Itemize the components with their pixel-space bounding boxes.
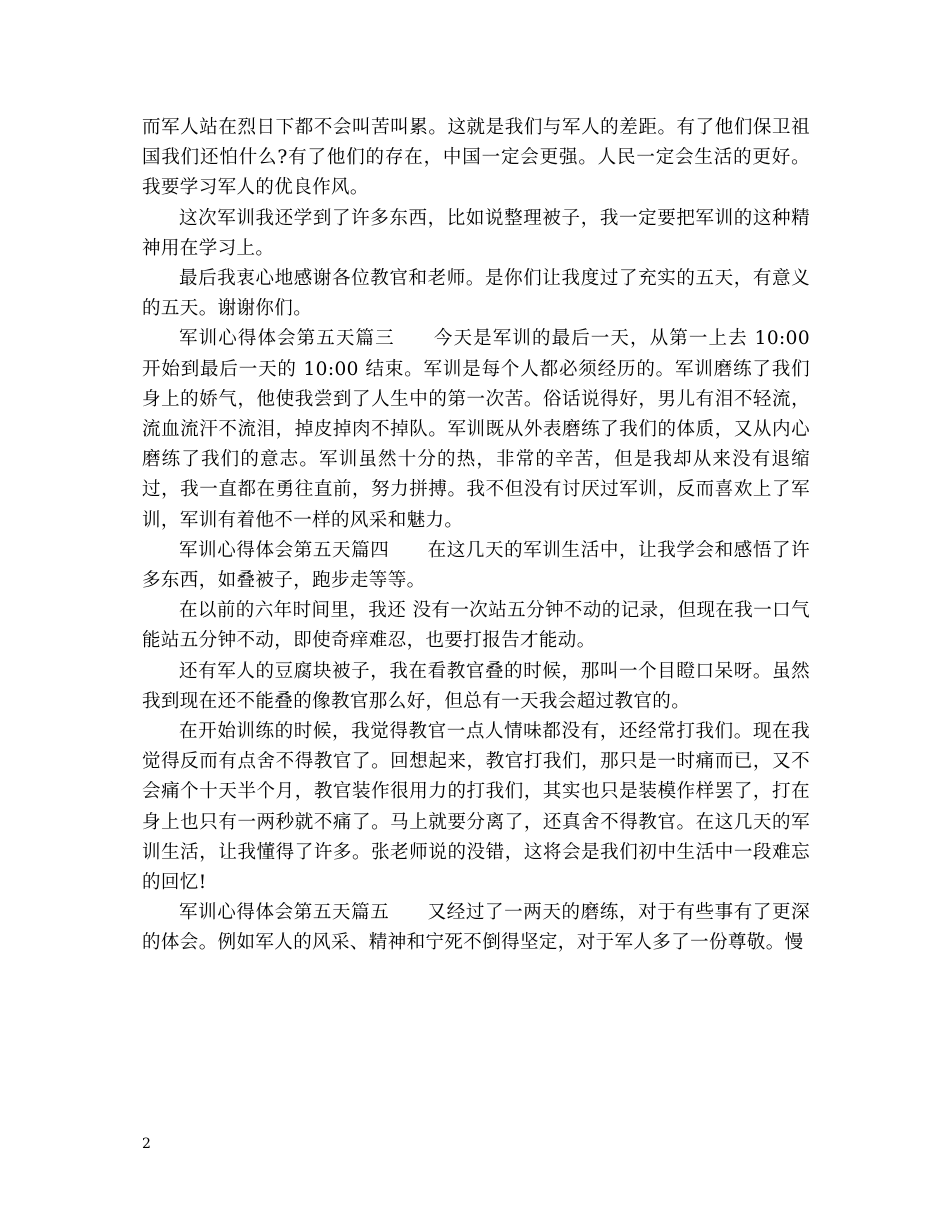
paragraph: 这次军训我还学到了许多东西，比如说整理被子，我一定要把军训的这种精神用在学习上。 [142,207,810,259]
document-body [142,113,810,959]
paragraph: 军训心得体会第五天篇五 又经过了一两天的磨练，对于有些事有了更深的体会。例如军人的风采、精神和宁死不倒得坚定，对于军人多了一份尊敬。慢 [142,902,810,954]
paragraph: 最后我衷心地感谢各位教官和老师。是你们让我度过了充实的五天，有意义的五天。谢谢你们。 [142,268,810,320]
paragraph: 军训心得体会第五天篇四 在这几天的军训生活中，让我学会和感悟了许多东西，如叠被子，跑步走等等。 [142,539,810,592]
paragraph: 在开始训练的时候，我觉得教官一点人情味都没有，还经常打我们。现在我觉得反而有点舍不得教官了。回想起来，教官打我们，那只是一时痛而已，又不会痛个十天半个月，教官装作很用力的打我们，其实也只是装模作样罢了，打在身上也只有一两秒就不痛了。马上就要分离了，还真舍不得教官。在这几天的军训生活，让我懂得了许多。张老师说的没错，这将会是我们初中生活中一段难忘的回忆! [142,721,810,894]
paragraph: 而军人站在烈日下都不会叫苦叫累。这就是我们与军人的差距。有了他们保卫祖国我们还怕什么?有了他们的存在，中国一定会更强。人民一定会生活的更好。我要学习军人的优良作风。 [142,117,810,199]
paragraph: 还有军人的豆腐块被子，我在看教官叠的时候，那叫一个目瞪口呆呀。虽然我到现在还不能叠的像教官那么好，但总有一天我会超过教官的。 [142,660,810,712]
paragraph: 军训心得体会第五天篇三 今天是军训的最后一天，从第一上去 10:00 开始到最后一天的 10:00 结束。军训是每个人都必须经历的。军训磨练了我们身上的娇气，他使我尝到了人生中的第一次苦。俗话说得好，男儿有泪不轻流，流血流汗不流泪，掉皮掉肉不掉队。军训既从外表磨练了我们的体质，又从内心磨练了我们的意志。军训虽然十分的热，非常的辛苦，但是我却从来没有退缩过，我一直都在勇往直前，努力拼搏。我不但没有讨厌过军训，反而喜欢上了军训，军训有着他不一样的风采和魅力。 [142,328,810,531]
paragraph: 在以前的六年时间里，我还 没有一次站五分钟不动的记录，但现在我一口气能站五分钟不动，即使奇痒难忍，也要打报告才能动。 [142,600,810,652]
page-number: 2 [142,1136,151,1152]
